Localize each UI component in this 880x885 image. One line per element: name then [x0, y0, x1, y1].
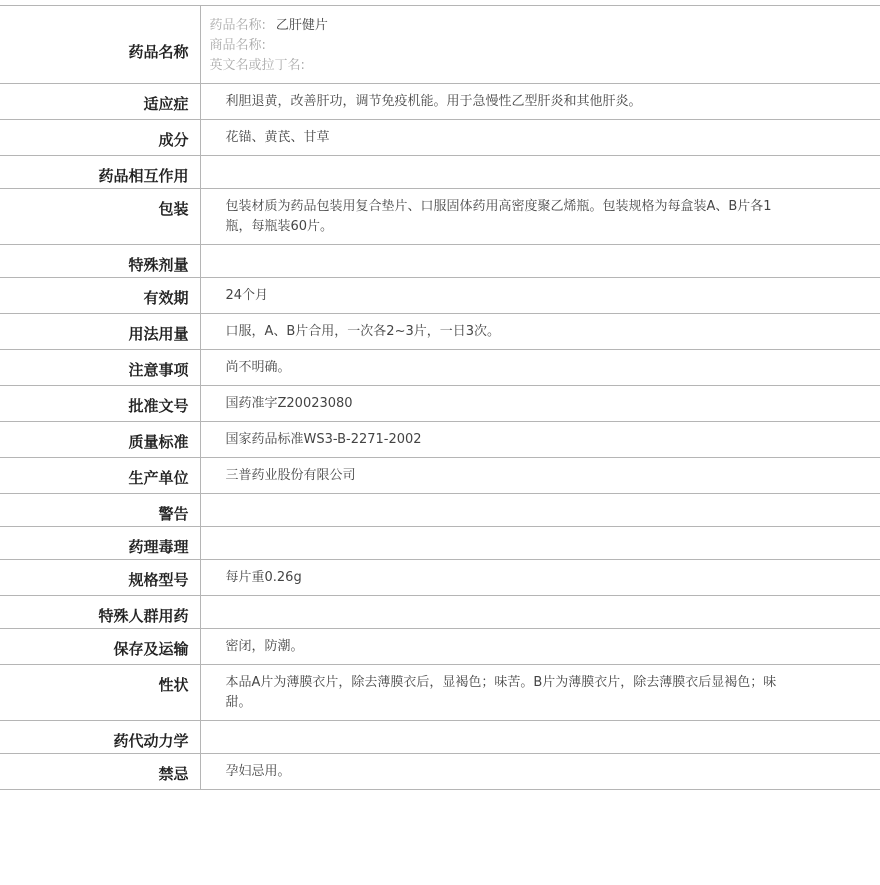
- row-value: [200, 560, 880, 596]
- drug-info-table: [0, 5, 880, 790]
- row-label: 用法用量: [0, 314, 200, 350]
- row-value: [200, 386, 880, 422]
- table-row-dosage: [0, 314, 880, 350]
- table-row-packaging: [0, 189, 880, 245]
- row-label: 质量标准: [0, 422, 200, 458]
- row-value-text: 每片重0.26g: [226, 568, 786, 588]
- generic-name-value: 乙肝健片: [276, 18, 328, 33]
- row-label: 药理毒理: [0, 527, 200, 560]
- row-value: [200, 494, 880, 527]
- table-row-shelf-life: [0, 278, 880, 314]
- row-value: [200, 629, 880, 665]
- row-value: [200, 458, 880, 494]
- row-label: 性状: [0, 665, 200, 721]
- table-row-quality-standard: [0, 422, 880, 458]
- row-value: [200, 721, 880, 754]
- row-label: 禁忌: [0, 754, 200, 790]
- row-value: [200, 189, 880, 245]
- row-label: 药品相互作用: [0, 156, 200, 189]
- table-row-special-dosage: [0, 245, 880, 278]
- row-label: 特殊人群用药: [0, 596, 200, 629]
- row-label: 药品名称: [0, 6, 200, 84]
- table-row-contraindications: [0, 754, 880, 790]
- row-label: 批准文号: [0, 386, 200, 422]
- table-row-description: [0, 665, 880, 721]
- row-label: 特殊剂量: [0, 245, 200, 278]
- row-value-text: 国家药品标准WS3-B-2271-2002: [226, 430, 786, 450]
- table-row-ingredients: [0, 120, 880, 156]
- row-label: 生产单位: [0, 458, 200, 494]
- table-row-precautions: [0, 350, 880, 386]
- row-value: [200, 156, 880, 189]
- row-value-text: 口服，A、B片合用，一次各2~3片，一日3次。: [226, 322, 786, 342]
- row-value: [200, 84, 880, 120]
- table-row-manufacturer: [0, 458, 880, 494]
- row-value-text: 本品A片为薄膜衣片，除去薄膜衣后，显褐色；味苦。B片为薄膜衣片，除去薄膜衣后显褐色；味甜。: [226, 673, 786, 713]
- row-value-text: 花锚、黄芪、甘草: [226, 128, 786, 148]
- row-value: [200, 527, 880, 560]
- row-value-text: 孕妇忌用。: [226, 762, 786, 782]
- row-value-text: 利胆退黄，改善肝功，调节免疫机能。用于急慢性乙型肝炎和其他肝炎。: [226, 92, 786, 112]
- row-label: 警告: [0, 494, 200, 527]
- row-value-text: 国药准字Z20023080: [226, 394, 786, 414]
- row-label: 注意事项: [0, 350, 200, 386]
- generic-name-label: 药品名称:: [210, 18, 266, 33]
- table-row-drug-name: [0, 6, 880, 84]
- table-row-pharmacokinetics: [0, 721, 880, 754]
- row-value: [200, 120, 880, 156]
- row-label: 保存及运输: [0, 629, 200, 665]
- generic-name-line: [210, 16, 880, 36]
- table-row-interactions: [0, 156, 880, 189]
- row-label: 药代动力学: [0, 721, 200, 754]
- row-value-text: 密闭，防潮。: [226, 637, 786, 657]
- english-name-label: 英文名或拉丁名:: [210, 58, 305, 73]
- row-value: [200, 245, 880, 278]
- row-value: [200, 278, 880, 314]
- row-label: 有效期: [0, 278, 200, 314]
- row-value-text: 尚不明确。: [226, 358, 786, 378]
- row-value: [200, 350, 880, 386]
- row-label: 包装: [0, 189, 200, 245]
- row-value-text: 包装材质为药品包装用复合垫片、口服固体药用高密度聚乙烯瓶。包装规格为每盒装A、B片各1瓶，每瓶装60片。: [226, 197, 786, 237]
- row-label: 规格型号: [0, 560, 200, 596]
- table-row-pharmacology: [0, 527, 880, 560]
- table-row-special-populations: [0, 596, 880, 629]
- row-value-text: 三普药业股份有限公司: [226, 466, 786, 486]
- row-value: [200, 665, 880, 721]
- table-row-indications: [0, 84, 880, 120]
- row-value: [200, 596, 880, 629]
- table-row-approval-number: [0, 386, 880, 422]
- row-label: 成分: [0, 120, 200, 156]
- row-label: 适应症: [0, 84, 200, 120]
- table-row-storage: [0, 629, 880, 665]
- row-value-text: 24个月: [226, 286, 786, 306]
- row-value: [200, 754, 880, 790]
- trade-name-label: 商品名称:: [210, 38, 266, 53]
- table-row-warning: [0, 494, 880, 527]
- row-value: [200, 314, 880, 350]
- drug-name-block: [200, 6, 880, 84]
- table-row-specification: [0, 560, 880, 596]
- trade-name-line: [210, 36, 880, 56]
- english-name-line: [210, 56, 880, 76]
- row-value: [200, 422, 880, 458]
